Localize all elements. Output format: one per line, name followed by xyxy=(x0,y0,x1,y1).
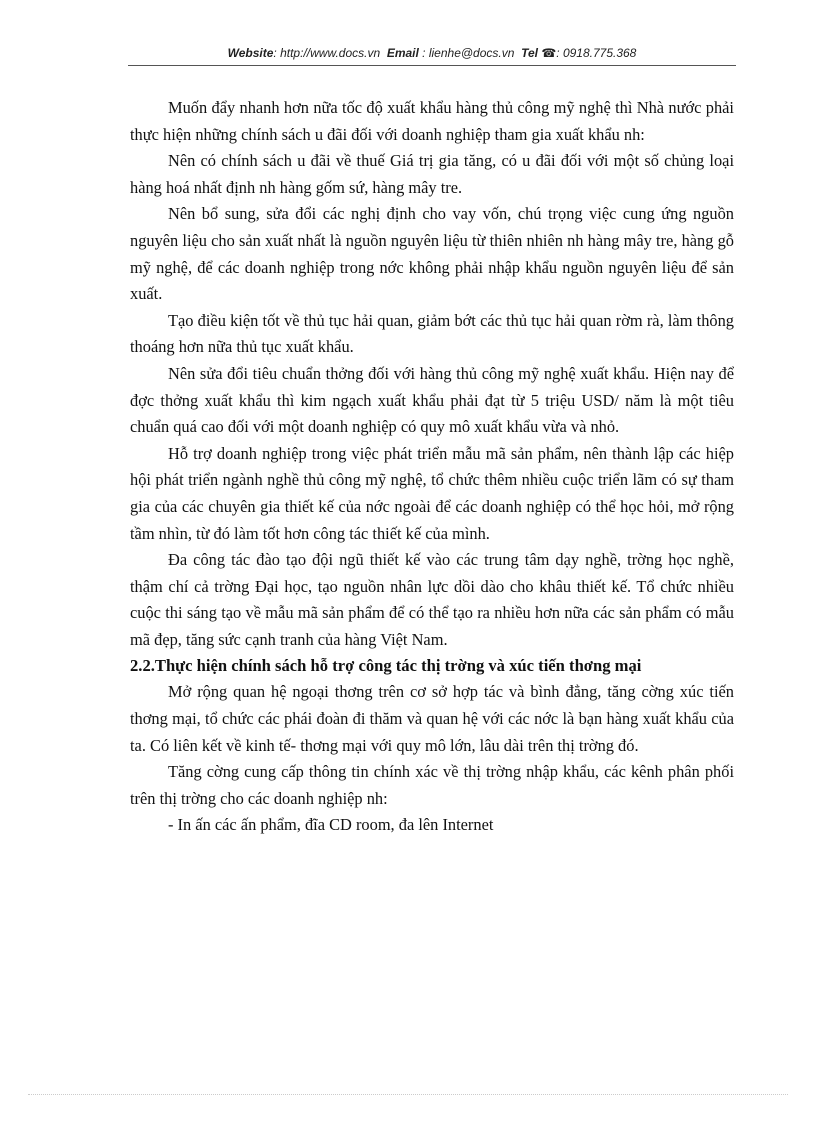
footer-divider xyxy=(28,1094,788,1095)
paragraph: Nên có chính sách u đãi về thuế Giá trị gia tăng, có u đãi đối với một số chủng loại hàng hoá nhất định nh hàng gốm sứ, hàng mây tre. xyxy=(130,151,734,197)
website-value: : http://www.docs.vn xyxy=(273,46,381,60)
email-value: : lienhe@docs.vn xyxy=(422,46,515,60)
paragraph: Hỗ trợ doanh nghiệp trong việc phát triển mẫu mã sản phẩm, nên thành lập các hiệp hội phát triển ngành nghề thủ công mỹ nghệ, tổ chức thêm nhiều cuộc triển lãm có sự tham gia của các chuyên gia thiết kế của nớc ngoài để các doanh nghiệp có thể học hỏi, mở rộng tầm nhìn, từ đó làm tốt hơn công tác thiết kế của mình. xyxy=(130,443,734,543)
email-label: Email xyxy=(386,46,419,60)
phone-icon: ☎ xyxy=(541,46,557,60)
header-divider xyxy=(128,65,736,66)
section-heading: 2.2.Thực hiện chính sách hỗ trợ công tác thị trờng và xúc tiến thơng mại xyxy=(130,656,642,676)
paragraph: Đa công tác đào tạo đội ngũ thiết kế vào các trung tâm dạy nghề, trờng học nghề, thậm chí cả trờng Đại học, tạo nguồn nhân lực dồi dào cho khâu thiết kế. Tổ chức nhiều cuộc thi sáng tạo về mẫu mã sản phẩm để có thể tạo ra nhiều hơn nữa các sản phẩm có mẫu mã đẹp, tăng sức cạnh tranh của hàng Việt Nam. xyxy=(130,550,734,649)
website-label: Website xyxy=(227,46,274,60)
page-header xyxy=(128,46,736,60)
tel-value: : 0918.775.368 xyxy=(556,46,637,60)
list-item: - In ấn các ấn phẩm, đĩa CD room, đa lên Internet xyxy=(168,815,494,835)
tel-label: Tel xyxy=(521,46,538,60)
paragraph: Mở rộng quan hệ ngoại thơng trên cơ sở hợp tác và bình đẳng, tăng cờng xúc tiến thơng mại, tổ chức các phái đoàn đi thăm và quan hệ với các nớc là bạn hàng xuất khẩu của ta. Có liên kết về kinh tế- thơng mại với quy mô lớn, lâu dài trên thị trờng đó. xyxy=(130,682,734,755)
paragraph: Tăng cờng cung cấp thông tin chính xác về thị trờng nhập khẩu, các kênh phân phối trên thị trờng cho các doanh nghiệp nh: xyxy=(130,762,734,808)
paragraph: Nên bổ sung, sửa đổi các nghị định cho vay vốn, chú trọng việc cung ứng nguồn nguyên liệu cho sản xuất nhất là nguồn nguyên liệu từ thiên nhiên nh hàng mây tre, hàng gỗ mỹ nghệ, để các doanh nghiệp trong nớc không phải nhập khẩu nguồn nguyên liệu để sản xuất. xyxy=(130,204,734,304)
document-body xyxy=(130,95,734,839)
paragraph: Nên sửa đổi tiêu chuẩn thởng đối với hàng thủ công mỹ nghệ xuất khẩu. Hiện nay để đợc thởng xuất khẩu thì kim ngạch xuất khẩu phải đạt từ 5 triệu USD/ năm là một tiêu chuẩn quá cao đối với một doanh nghiệp có quy mô xuất khẩu vừa và nhỏ. xyxy=(130,363,734,437)
paragraph: Muốn đẩy nhanh hơn nữa tốc độ xuất khẩu hàng thủ công mỹ nghệ thì Nhà nước phải thực hiện những chính sách u đãi đối với doanh nghiệp tham gia xuất khẩu nh: xyxy=(130,98,734,144)
paragraph: Tạo điều kiện tốt về thủ tục hải quan, giảm bớt các thủ tục hải quan rờm rà, làm thông thoáng hơn nữa thủ tục xuất khẩu. xyxy=(130,310,734,357)
